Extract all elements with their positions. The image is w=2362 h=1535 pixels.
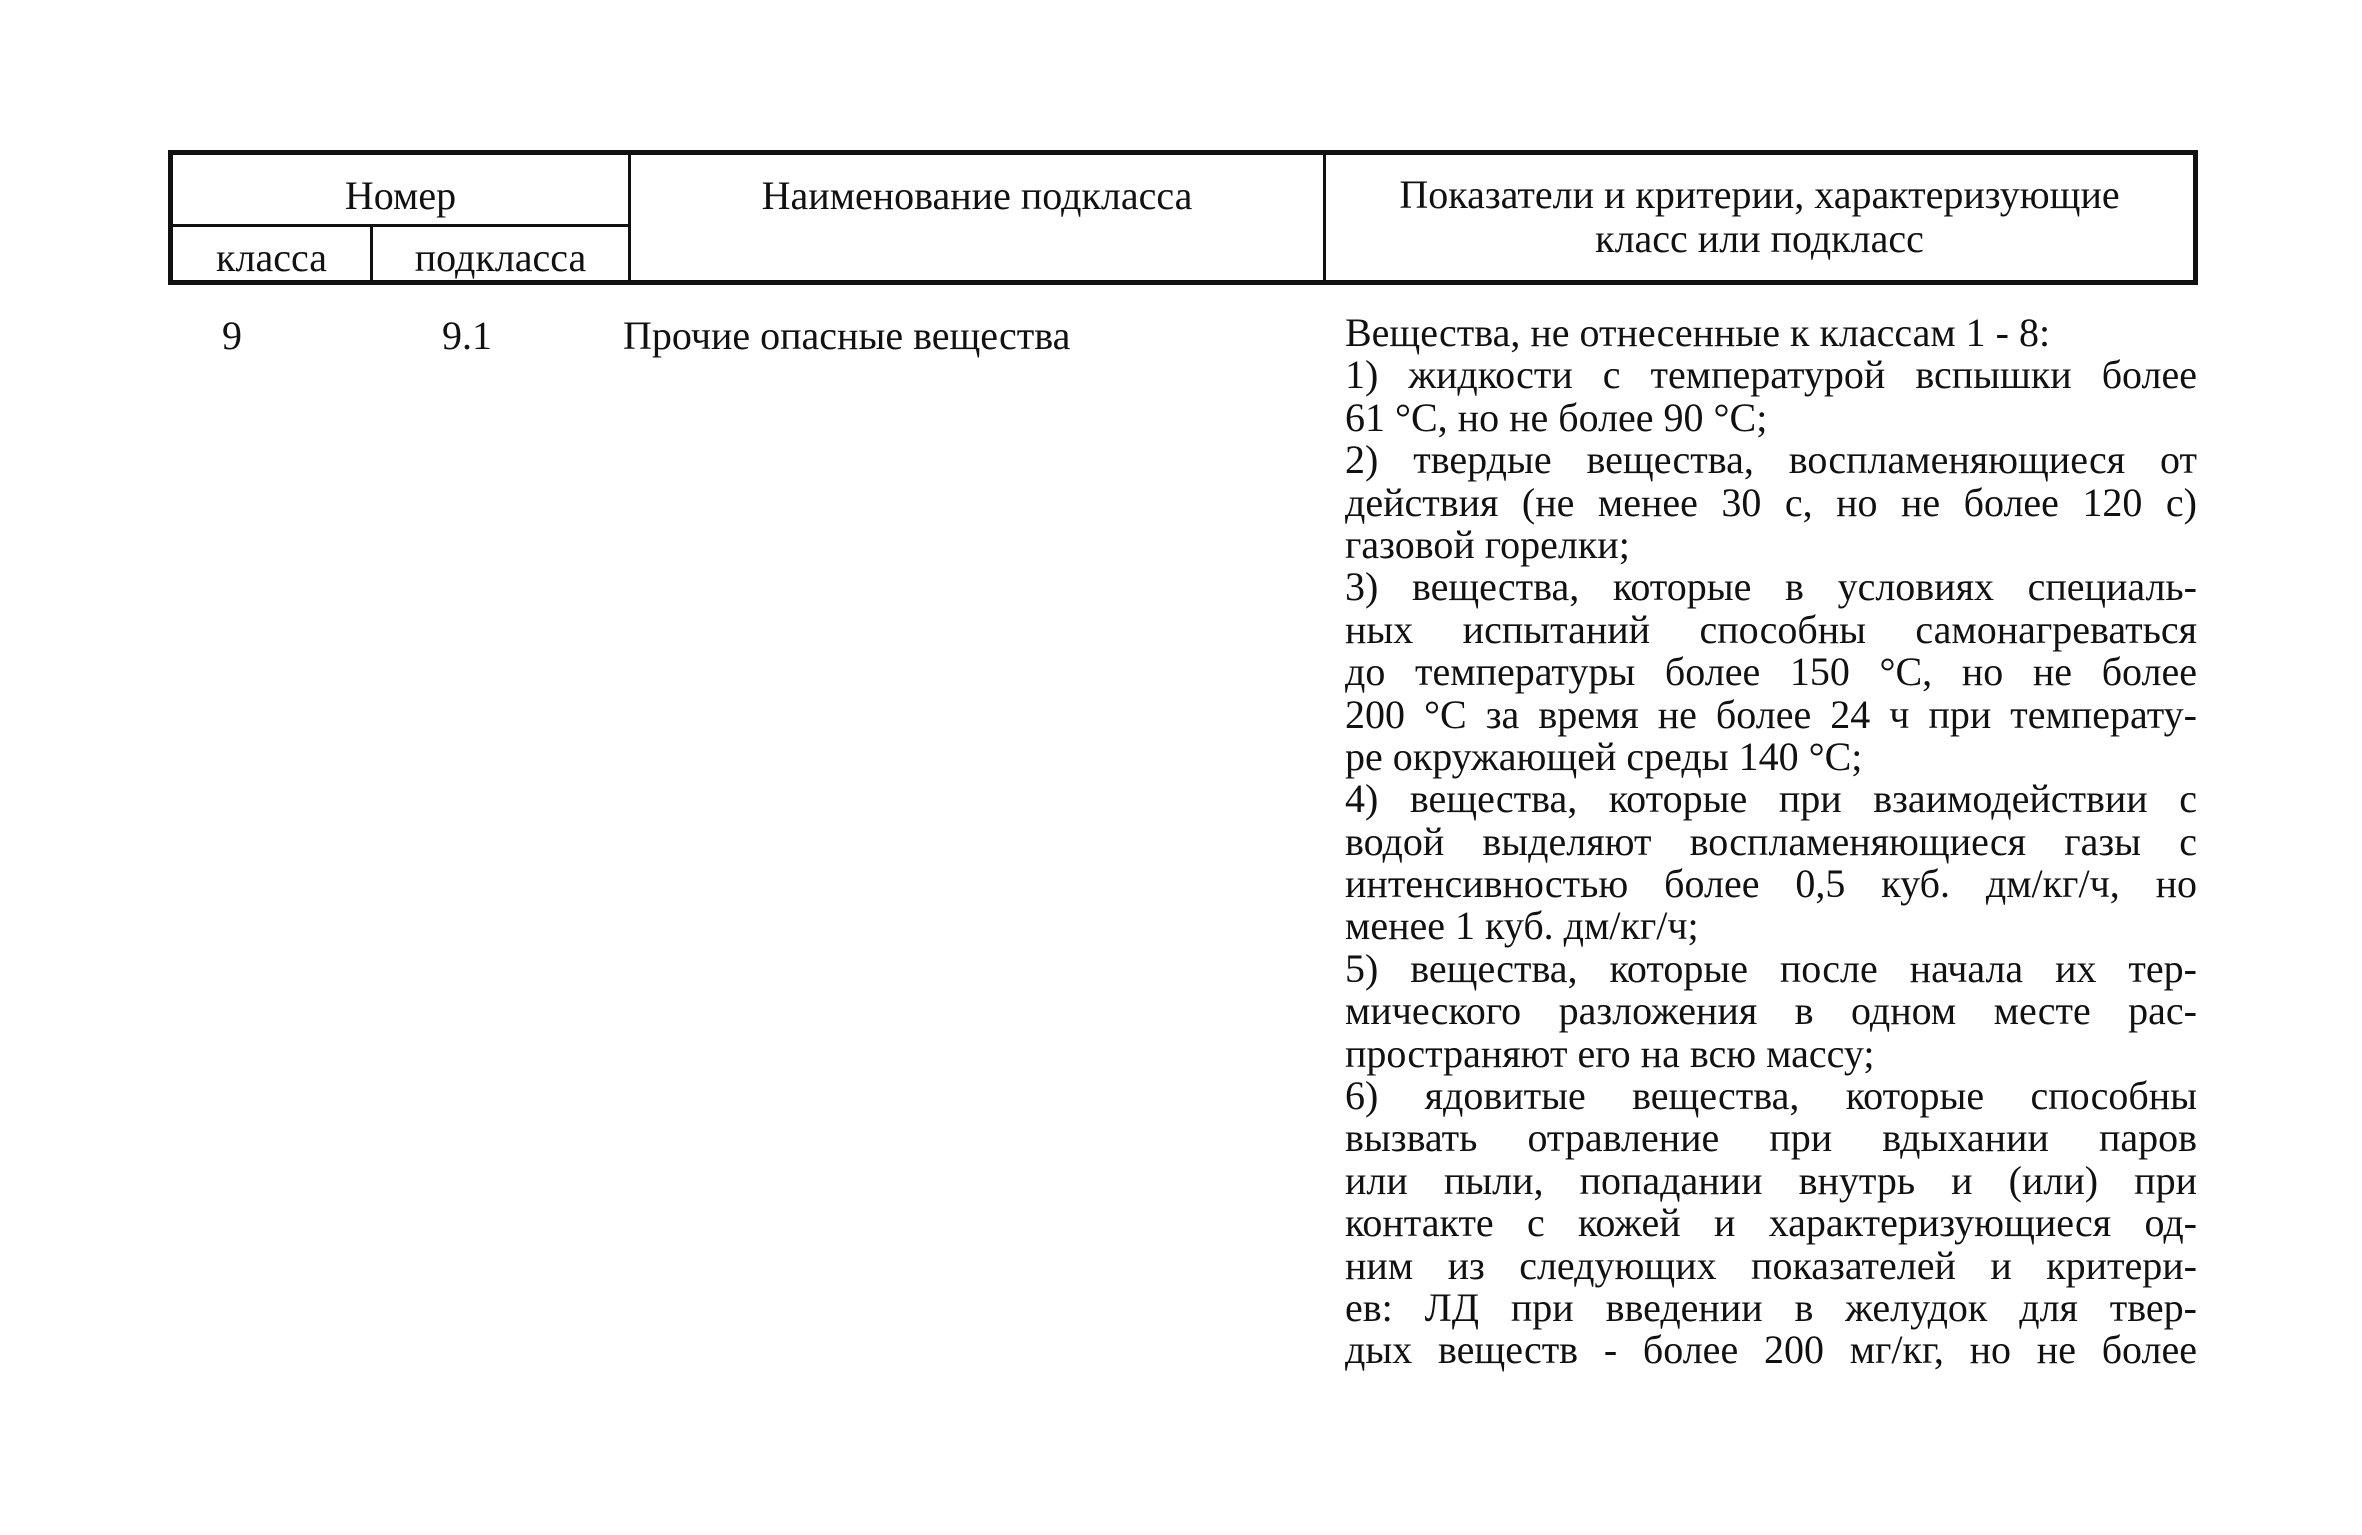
- criteria-line: ре окружающей среды 140 °С;: [1345, 733, 1863, 779]
- criteria-line: мического разложения в одном месте рас-: [1345, 988, 2197, 1034]
- criteria-line: контакте с кожей и характеризующиеся од-: [1345, 1200, 2197, 1246]
- header-klassa: класса: [216, 235, 327, 280]
- criteria-line: газовой горелки;: [1345, 521, 1630, 567]
- subclass-name: Прочие опасные вещества: [623, 313, 1071, 358]
- table-header: [168, 150, 2198, 285]
- criteria-line: менее 1 куб. дм/кг/ч;: [1345, 903, 1699, 949]
- header-divider: [173, 224, 628, 227]
- header-criteria: [1326, 173, 2193, 261]
- criteria-line: до температуры более 150 °С, но не более: [1345, 649, 2197, 695]
- criteria-line: Вещества, не отнесенные к классам 1 - 8:: [1345, 310, 2051, 355]
- criteria-line: 5) вещества, которые после начала их тер-: [1345, 945, 2197, 991]
- criteria-line: дых веществ - более 200 мг/кг, но не более: [1345, 1327, 2197, 1373]
- criteria-line: пространяют его на всю массу;: [1345, 1030, 1875, 1076]
- criteria-line: интенсивностью более 0,5 куб. дм/кг/ч, но: [1345, 861, 2197, 907]
- subclass-number: 9.1: [442, 313, 492, 358]
- criteria-line: ных испытаний способны самонагреваться: [1345, 606, 2197, 652]
- header-criteria-line1: Показатели и критерии, характеризующие: [1399, 172, 2120, 217]
- criteria-line: вызвать отравление при вдыхании паров: [1345, 1115, 2197, 1161]
- criteria-line: 61 °С, но не более 90 °С;: [1345, 394, 1768, 440]
- criteria-line: ев: ЛД при введении в желудок для твер-: [1345, 1284, 2197, 1330]
- header-subclass-name: Наименование подкласса: [761, 173, 1193, 218]
- criteria-line: 4) вещества, которые при взаимодействии с: [1345, 776, 2197, 822]
- criteria-line: 200 °С за время не более 24 ч при температу-: [1345, 691, 2197, 737]
- class-number: 9: [222, 313, 242, 358]
- criteria-text: [1345, 312, 2197, 1372]
- criteria-line: водой выделяют воспламеняющиеся газы с: [1345, 818, 2197, 864]
- criteria-line: или пыли, попадании внутрь и (или) при: [1345, 1157, 2197, 1203]
- criteria-line: действия (не менее 30 с, но не более 120 с): [1345, 479, 2197, 525]
- criteria-line: 3) вещества, которые в условиях специаль-: [1345, 564, 2197, 610]
- criteria-line: ним из следующих показателей и критери-: [1345, 1242, 2197, 1288]
- header-podklassa: подкласса: [414, 235, 587, 280]
- criteria-line: 2) твердые вещества, воспламеняющиеся от: [1345, 437, 2197, 483]
- header-criteria-line2: класс или подкласс: [1595, 216, 1924, 261]
- criteria-line: 1) жидкости с температурой вспышки более: [1345, 352, 2197, 398]
- criteria-line: 6) ядовитые вещества, которые способны: [1345, 1073, 2197, 1119]
- header-nomer: Номер: [344, 173, 457, 218]
